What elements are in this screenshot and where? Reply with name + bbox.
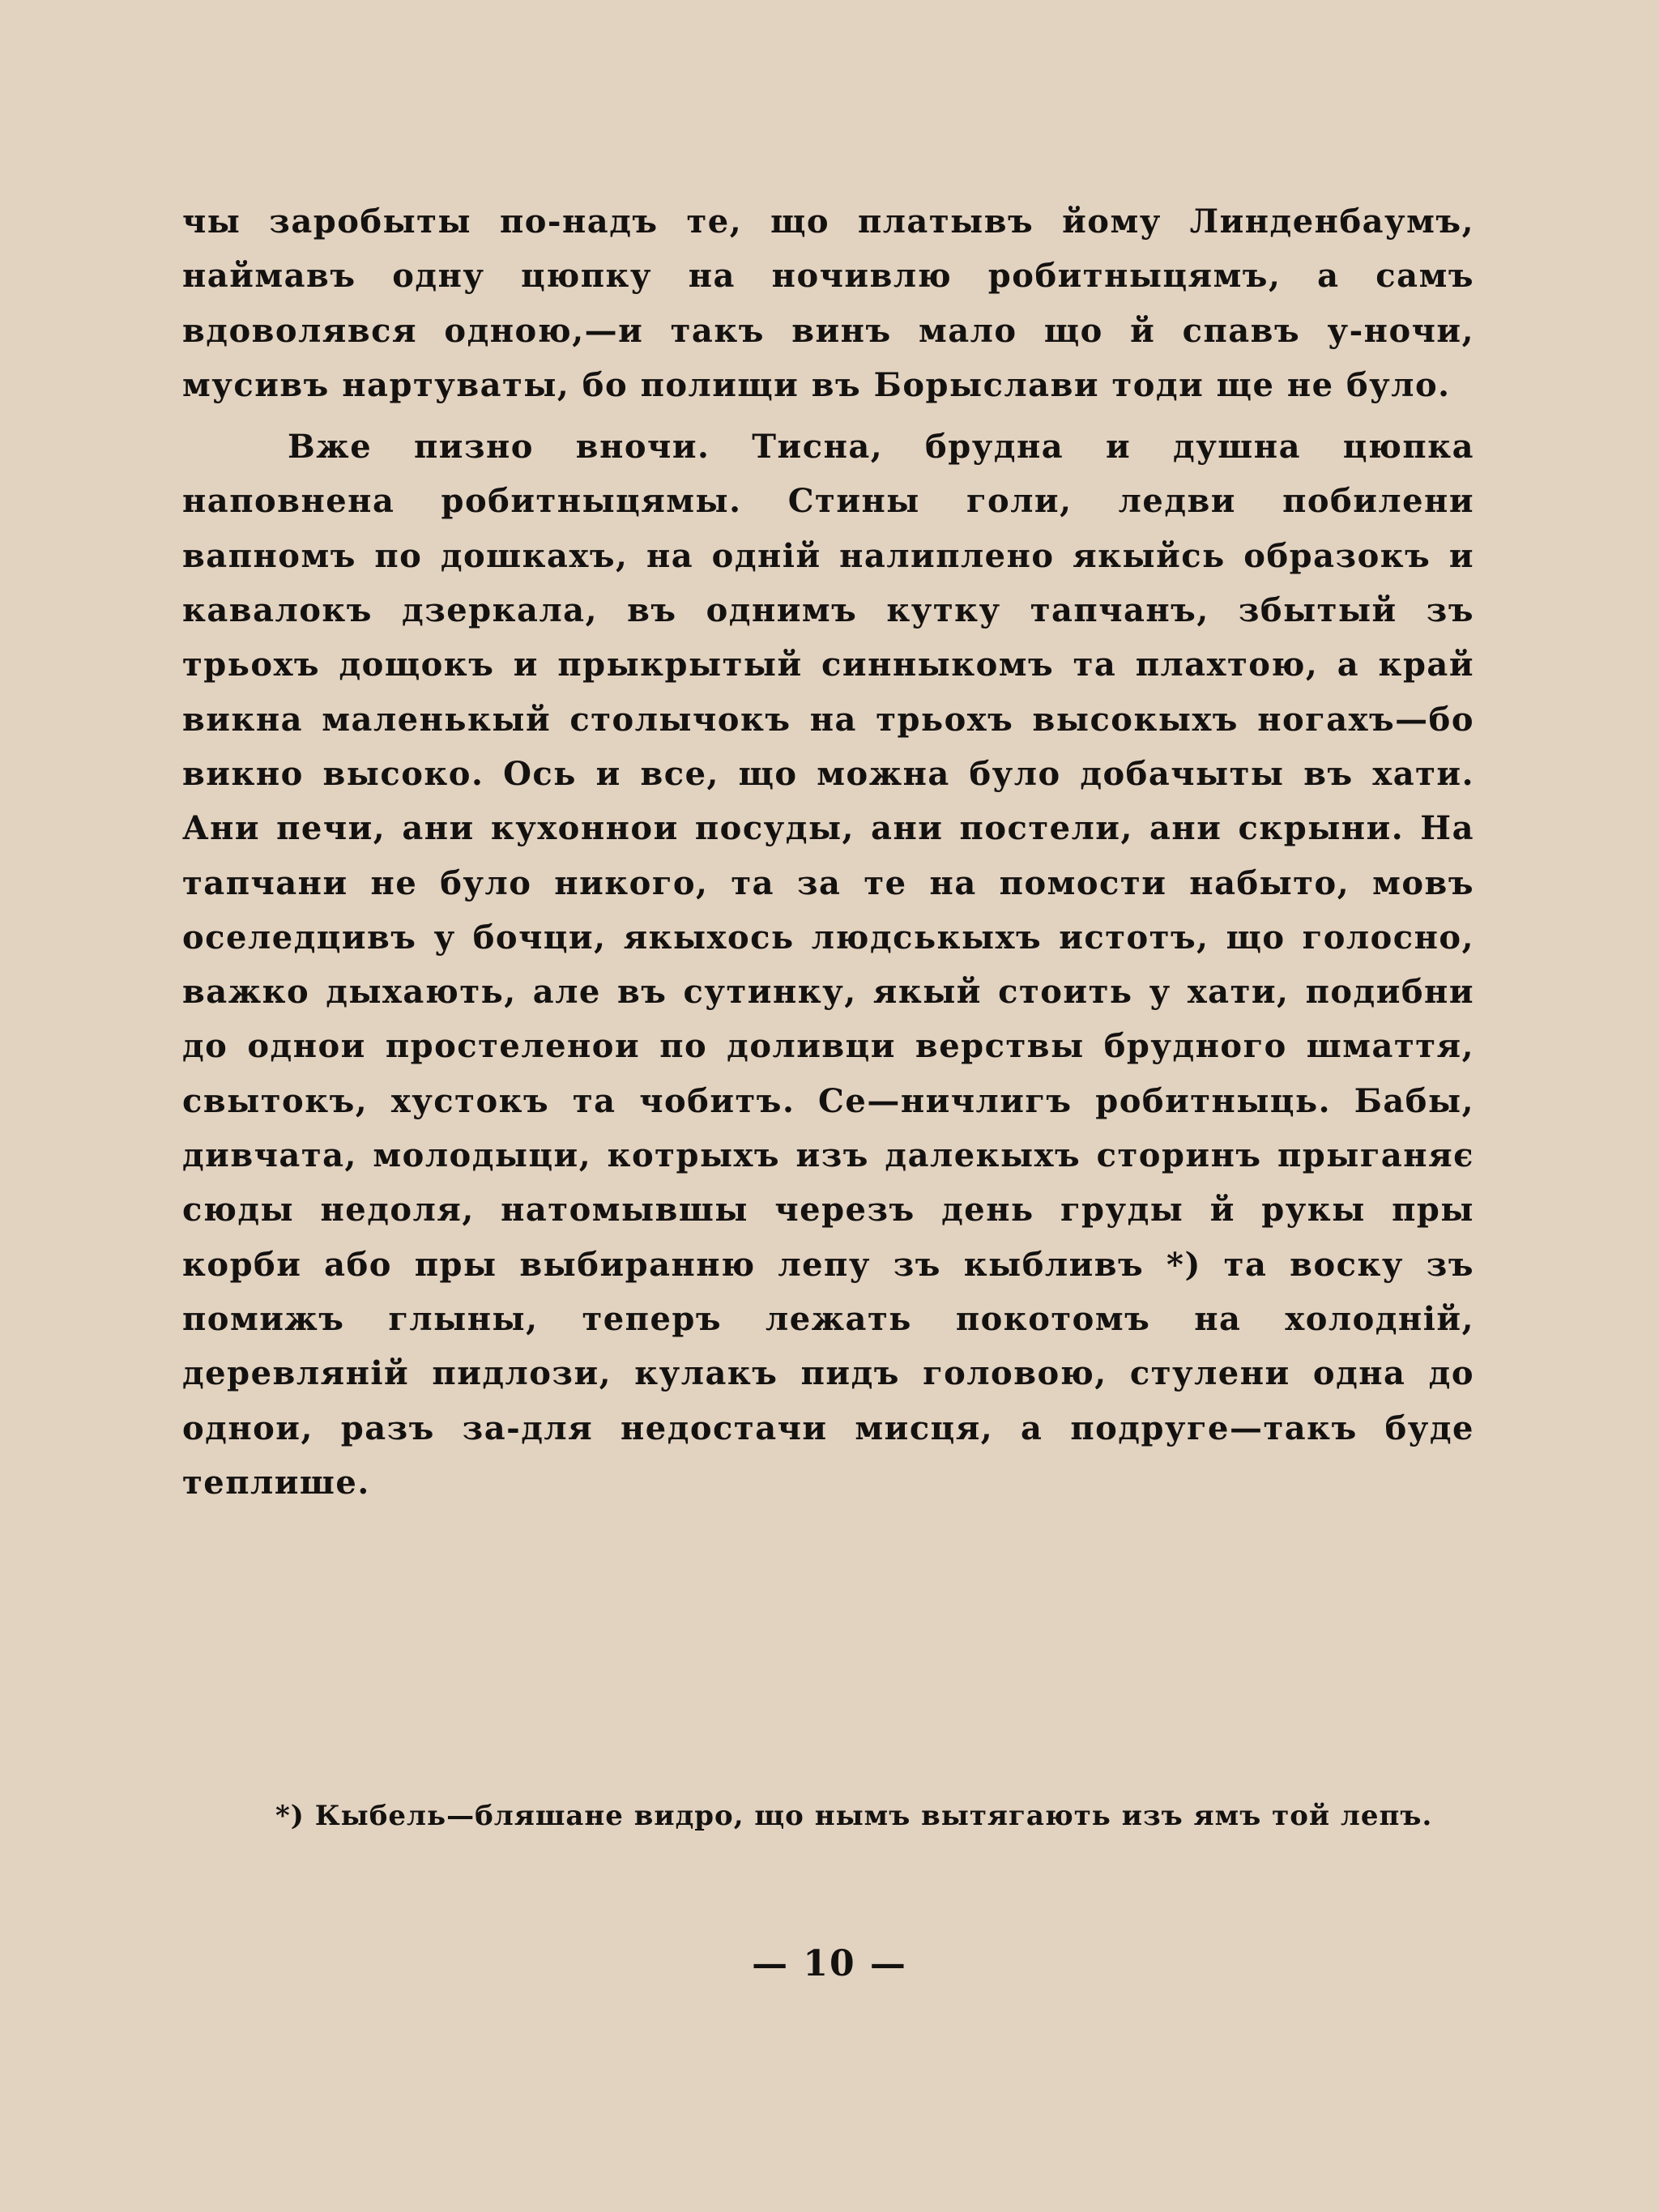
paragraph-continuation: чы заробыты по-надъ те, що платывъ йому Линденбаумъ, наймавъ одну цюпку на ночивлю робитныцямъ, а самъ вдоволявся одною,—и такъ винъ мало що й спавъ у-ночи, мусивъ нартуваты, бо полищи въ Борыслави тоди ще не було. (182, 202, 1474, 404)
footnote-text: *) Кыбель—бляшане видро, що нымъ вытягають изъ ямъ той лепъ. (275, 1800, 1433, 1832)
page-number: — 10 — (752, 1943, 907, 1984)
main-text (182, 194, 1474, 1510)
paragraph-night-scene: Вже пизно вночи. Тисна, брудна и душна цюпка наповнена робитныцямы. Стины голи, ледви побилени вапномъ по дошкахъ, на одній налиплено якыйсь образокъ и кавалокъ дзеркала, въ однимъ кутку тапчанъ, збытый зъ трьохъ дощокъ и прыкрытый синныкомъ та плахтою, а край викна маленькый столычокъ на трьохъ высокыхъ ногахъ—бо викно высоко. Ось и все, що можна було добачыты въ хати. Ани печи, ани кухоннои посуды, ани постели, ани скрыни. На тапчани не було никого, та за те на помости набыто, мовъ оселедцивъ у бочци, якыхось людськыхъ истотъ, що голосно, важко дыхають, але въ сутинку, якый стоить у хати, подибни до однои простеленои по доливци верствы брудного шмаття, свытокъ, хустокъ та чобитъ. Се—ничлигъ робитныць. Бабы, дивчата, молодыци, котрыхъ изъ далекыхъ сторинъ прыганяє сюды недоля, натомывшы черезъ день груды й рукы пры корби або пры выбиранню лепу зъ кыбливъ *) та воску зъ помижъ глыны, теперъ лежать покотомъ на холодній, деревляній пидлози, кулакъ пидъ головою, стулени одна до однои, разъ за-для недостачи мисця, а подруге—такъ буде теплише. (182, 428, 1474, 1502)
footnote (166, 1793, 1458, 1839)
